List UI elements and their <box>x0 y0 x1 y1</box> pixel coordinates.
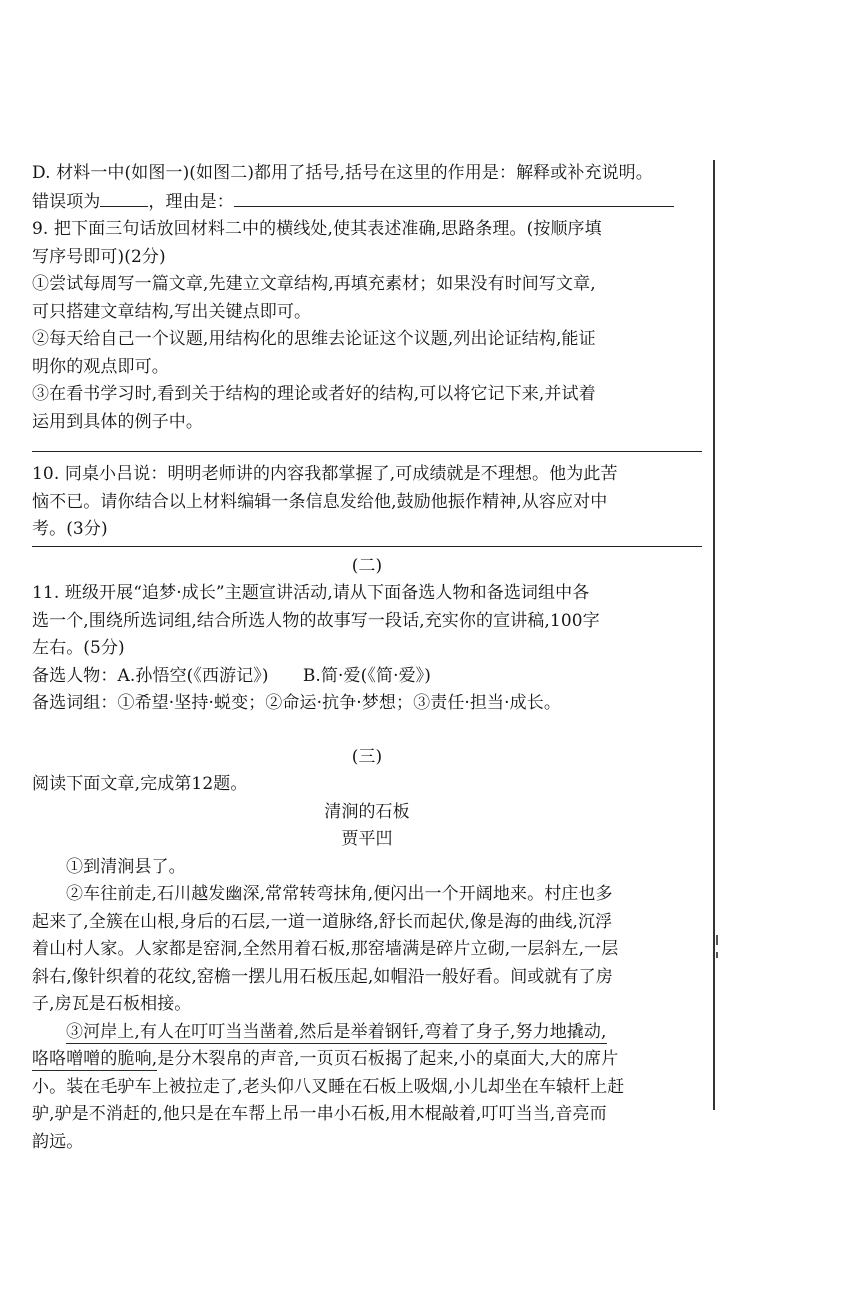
paragraph-2-line-5: 子,房瓦是石板相接。 <box>32 994 192 1014</box>
paragraph-2-line-1: ②车往前走,石川越发幽深,常常转弯抹角,便闪出一个开阔地来。村庄也多 <box>66 884 613 904</box>
option-d-answer-line <box>32 188 702 217</box>
reading-instruction: 阅读下面文章,完成第12题。 <box>32 774 248 794</box>
margin-mark <box>716 935 718 945</box>
paragraph-1: ①到清涧县了。 <box>66 856 186 877</box>
article-author: 贾平凹 <box>341 829 393 849</box>
margin-mark <box>716 952 718 958</box>
section-3-heading: (三) <box>351 746 383 767</box>
q9-option-1: ①尝试每周写一篇文章,先建立文章结构,再填充素材；如果没有时间写文章, <box>32 274 596 294</box>
paragraph-3-line-2-rest: 是分木裂帛的声音,一页页石板揭了起来,小的桌面大,大的席片 <box>157 1049 619 1069</box>
paragraph-3-line-4: 驴,驴是不消赶的,他只是在车帮上吊一串小石板,用木棍敲着,叮叮当当,音亮而 <box>32 1104 607 1124</box>
q10-answer-line[interactable] <box>32 546 702 547</box>
q11-candidate-phrases: 备选词组：①希望·坚持·蜕变；②命运·抗争·梦想；③责任·担当·成长。 <box>32 693 561 713</box>
q10-prompt-cont: 恼不已。请你结合以上材料编辑一条信息发给他,鼓励他振作精神,从容应对中 <box>32 491 608 512</box>
page-content <box>32 160 702 1156</box>
article-title: 清涧的石板 <box>324 801 410 822</box>
error-item-blank[interactable] <box>100 188 148 207</box>
hand-underlined-phrase: 咯咯噌噌的脆响, <box>32 1049 158 1069</box>
reason-blank[interactable] <box>234 188 674 207</box>
paragraph-2-line-2: 起来了,全簇在山根,身后的石层,一道一道脉络,舒长而起伏,像是海的曲线,沉浮 <box>32 911 613 932</box>
q9-option-3-cont: 运用到具体的例子中。 <box>32 411 203 432</box>
q11-candidate-people: 备选人物：A.孙悟空(《西游记》) B.简·爱(《简·爱》) <box>32 665 432 686</box>
q9-option-2-cont: 明你的观点即可。 <box>32 356 169 377</box>
paragraph-3-line-2 <box>32 1046 702 1074</box>
q10-prompt-end: 考。(3分) <box>32 519 108 539</box>
q11-prompt: 11. 班级开展“追梦·成长”主题宣讲活动,请从下面备选人物和备选词组中各 <box>32 583 590 603</box>
section-2-heading: (二) <box>351 555 383 576</box>
q9-answer-line[interactable] <box>32 451 702 452</box>
paragraph-3-line-1 <box>32 1019 702 1047</box>
paragraph-3-line-5: 韵远。 <box>32 1131 84 1152</box>
q10-prompt: 10. 同桌小吕说：明明老师讲的内容我都掌握了,可成绩就是不理想。他为此苦 <box>32 464 618 484</box>
q9-option-3: ③在看书学习时,看到关于结构的理论或者好的结构,可以将它记下来,并试着 <box>32 384 596 404</box>
q9-prompt-cont: 写序号即可)(2分) <box>32 246 166 267</box>
q9-prompt: 9. 把下面三句话放回材料二中的横线处,使其表述准确,思路条理。(按顺序填 <box>32 219 602 239</box>
q11-prompt-cont: 选一个,围绕所选词组,结合所选人物的故事写一段话,充实你的宣讲稿,100字 <box>32 610 600 631</box>
paragraph-2-line-4: 斜右,像针织着的花纹,窑檐一摆儿用石板压起,如帽沿一般好看。间或就有了房 <box>32 966 613 987</box>
q9-option-2: ②每天给自己一个议题,用结构化的思维去论证这个议题,列出论证结构,能证 <box>32 329 596 349</box>
hand-underlined-sentence: ③河岸上,有人在叮叮当当凿着,然后是举着钢钎,弯着了身子,努力地撬动, <box>66 1021 607 1042</box>
paragraph-2-line-3: 着山村人家。人家都是窑洞,全然用着石板,那窑墙满是碎片立砌,一层斜左,一层 <box>32 939 619 959</box>
paragraph-3-line-3: 小。装在毛驴车上被拉走了,老头仰八叉睡在石板上吸烟,小儿却坐在车辕杆上赶 <box>32 1076 625 1097</box>
option-d-statement: D. 材料一中(如图一)(如图二)都用了括号,括号在这里的作用是：解释或补充说明。 <box>32 163 653 183</box>
margin-binding-line <box>713 160 715 1110</box>
q9-option-1-cont: 可只搭建文章结构,写出关键点即可。 <box>32 301 312 322</box>
q11-prompt-end: 左右。(5分) <box>32 638 125 658</box>
error-item-label: 错误项为 <box>32 191 101 212</box>
reason-label: ，理由是： <box>148 191 234 212</box>
